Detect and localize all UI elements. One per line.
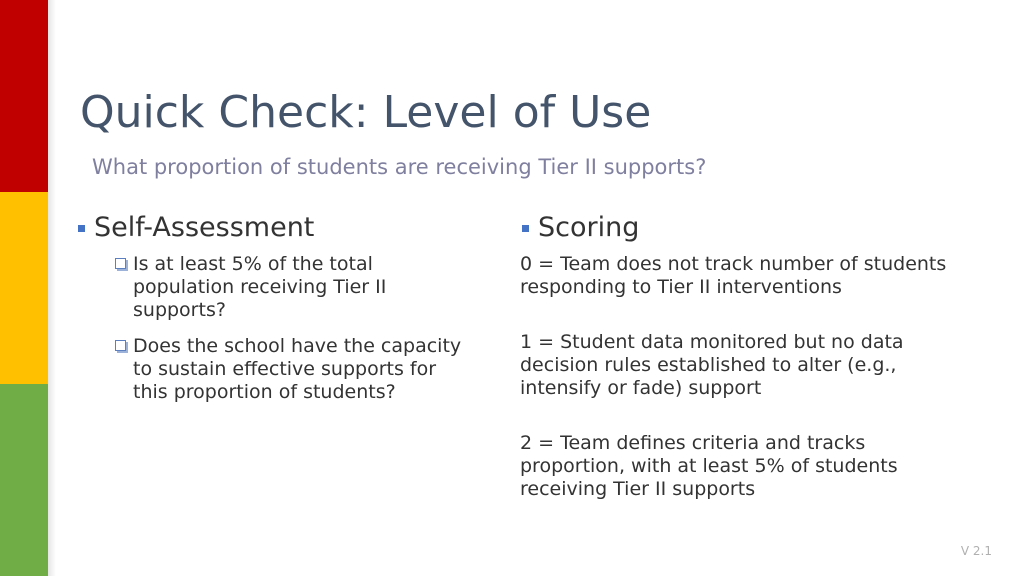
score-level-2: 2 = Team defines criteria and tracks proportion, with at least 5% of students receiving Tier II supports (520, 432, 898, 500)
score-level-0: 0 = Team does not track number of students responding to Tier II interventions (520, 253, 947, 298)
slide-title: Quick Check: Level of Use (80, 87, 652, 139)
color-bar-green (0, 384, 48, 576)
self-assessment-label: Self-Assessment (94, 212, 315, 243)
self-assessment-heading (78, 212, 468, 243)
color-bar-yellow (0, 192, 48, 384)
self-assessment-column (78, 212, 468, 417)
score-level-1: 1 = Student data monitored but no data decision rules established to alter (e.g., intensify or fade) support (520, 331, 904, 399)
version-label: V 2.1 (960, 544, 992, 558)
square-bullet-icon (522, 225, 529, 232)
scoring-heading (522, 212, 960, 243)
assessment-question (78, 335, 468, 404)
assessment-question-text: Does the school have the capacity to sustain effective supports for this proportion of students? (133, 335, 462, 403)
scoring-column (520, 212, 960, 533)
slide-subtitle: What proportion of students are receiving Tier II supports? (92, 155, 707, 179)
color-bar-red (0, 0, 48, 192)
assessment-question (78, 253, 468, 322)
checkbox-bullet-icon (115, 340, 126, 351)
checkbox-bullet-icon (115, 258, 126, 269)
assessment-question-text: Is at least 5% of the total population receiving Tier II supports? (133, 253, 387, 321)
square-bullet-icon (78, 225, 85, 232)
scoring-label: Scoring (538, 212, 640, 243)
color-bar-shadow (48, 0, 56, 576)
